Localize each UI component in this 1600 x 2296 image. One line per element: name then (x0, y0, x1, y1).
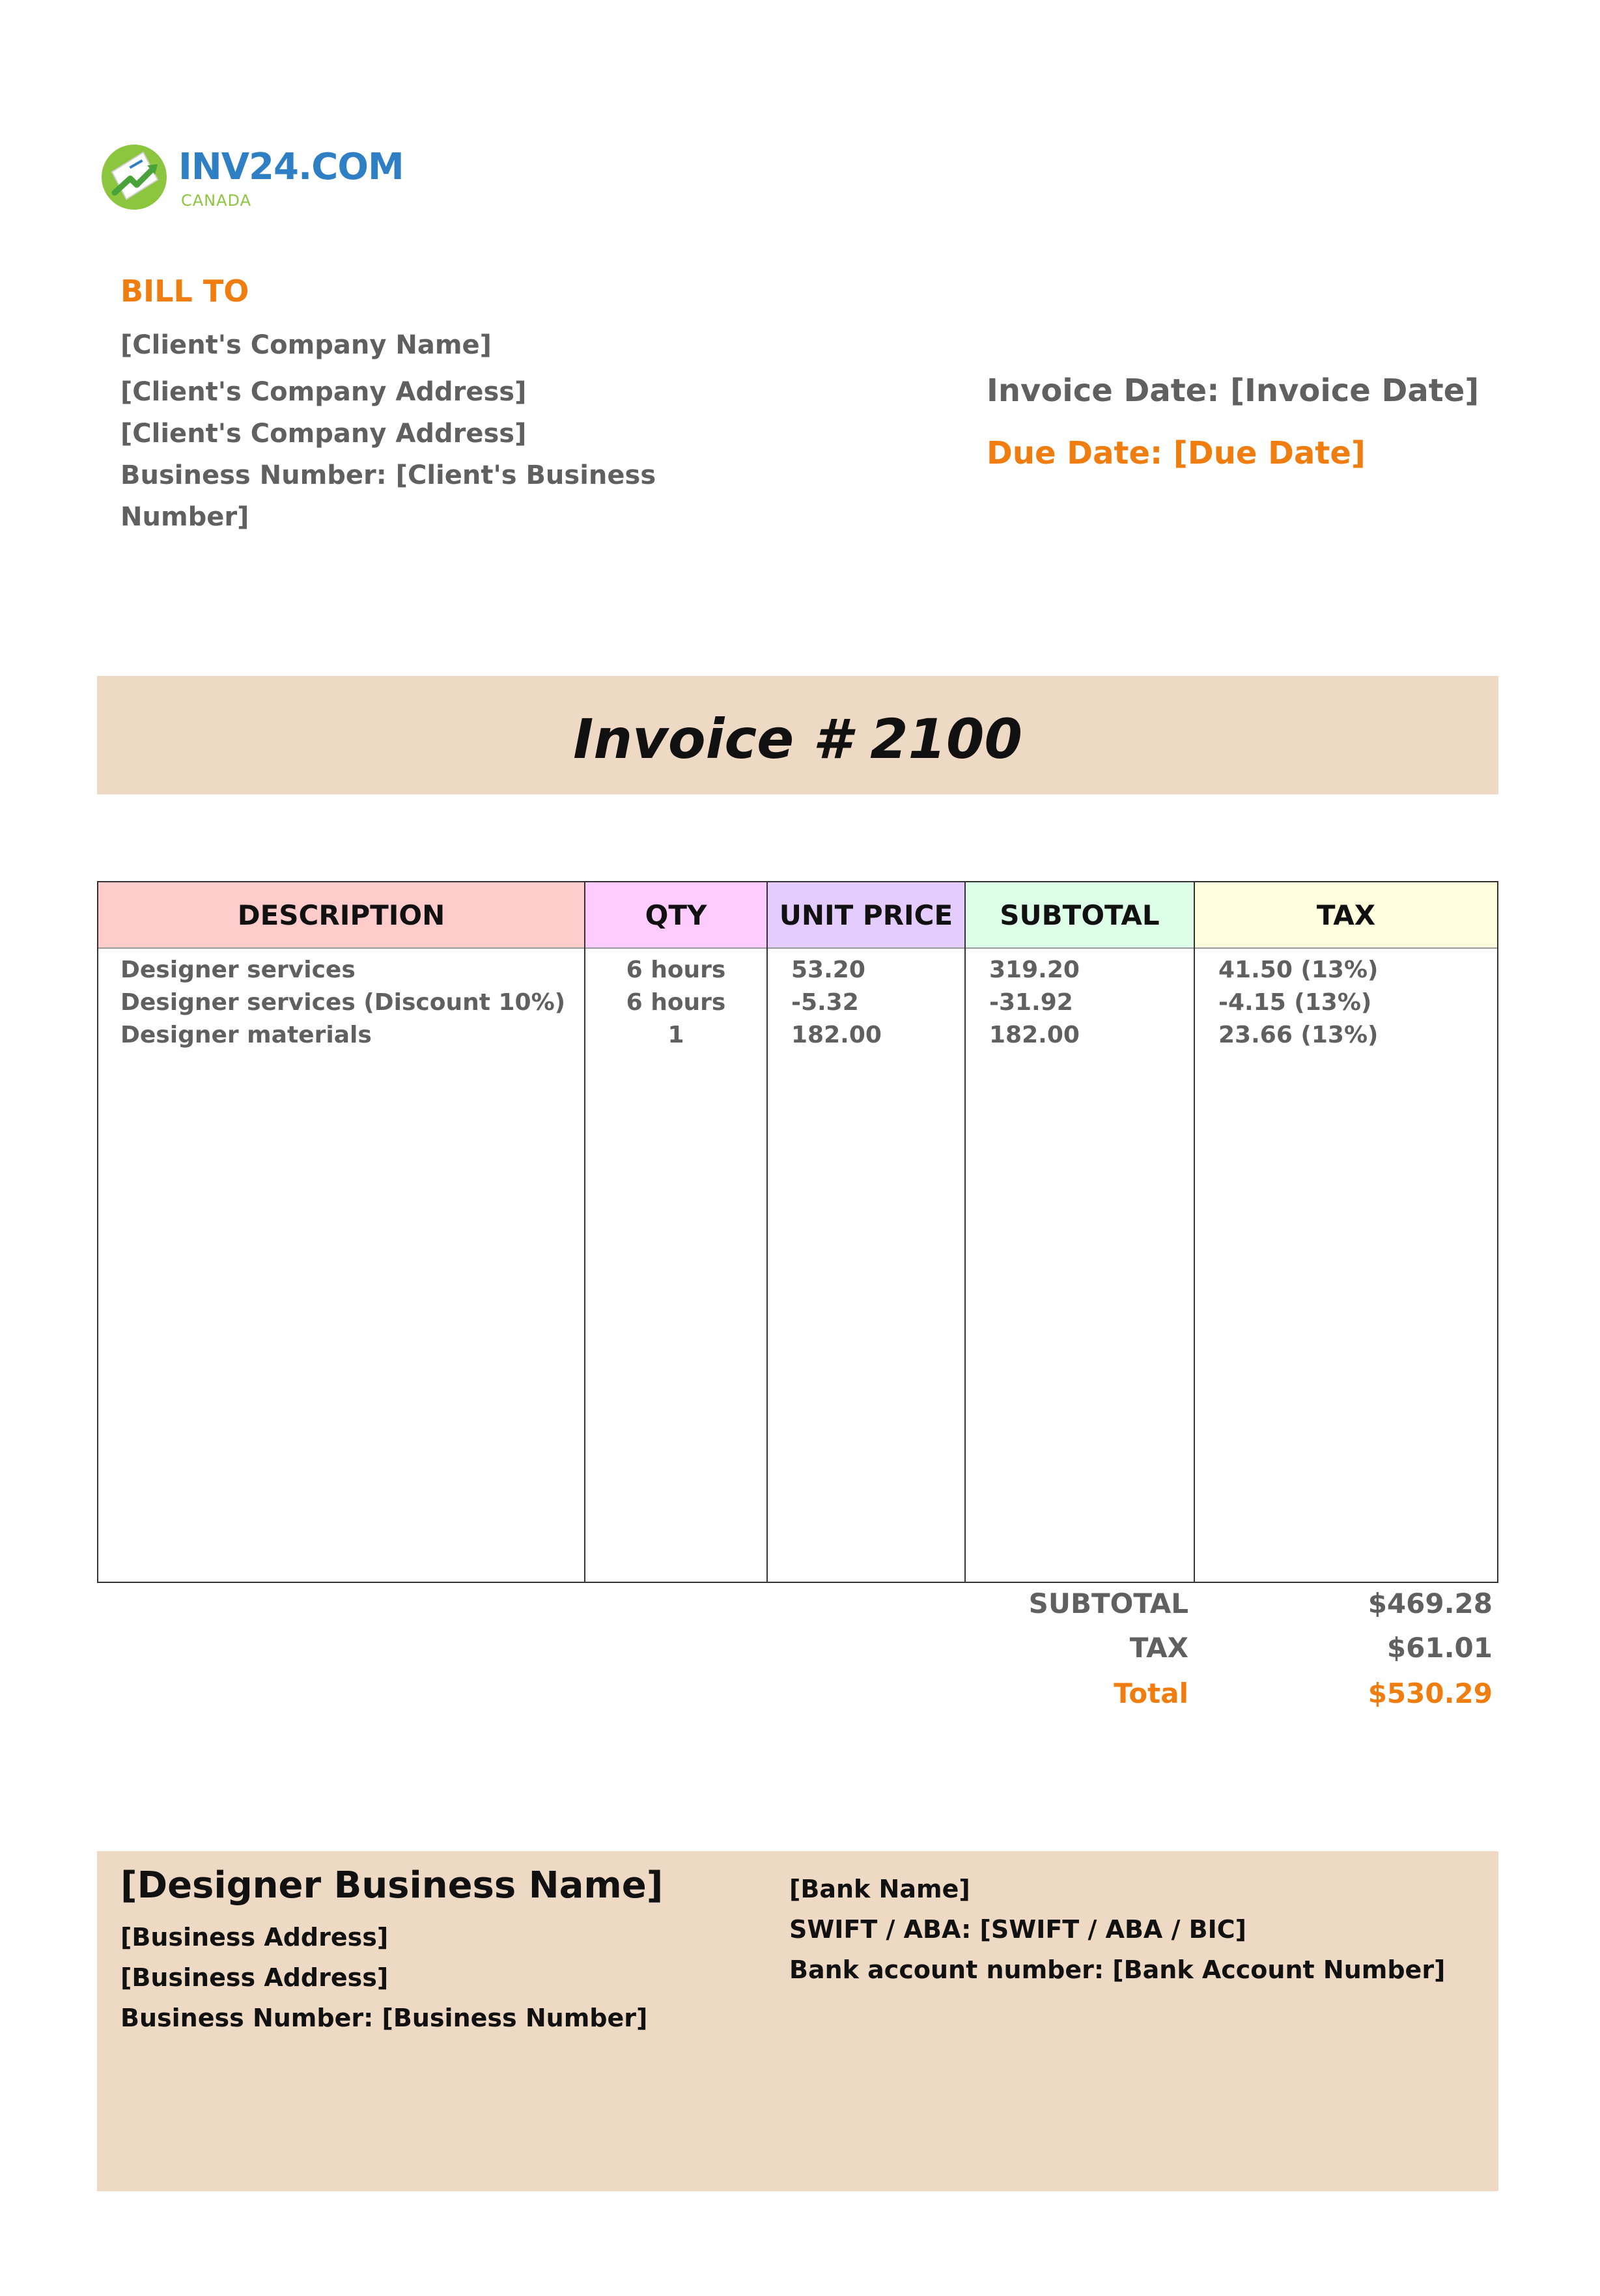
logo-brand: INV24.COM (178, 146, 404, 188)
bill-to-heading: BILL TO (120, 273, 249, 309)
business-number: Business Number: [Business Number] (120, 2004, 648, 2032)
row-2-description: Designer services (Discount 10%) (120, 989, 566, 1016)
column-unit-price (768, 882, 966, 1582)
bank-name: [Bank Name] (789, 1875, 970, 1903)
invoice-logo-icon (98, 139, 171, 212)
header-qty: QTY (585, 882, 766, 949)
tax-value: $61.01 (1386, 1632, 1493, 1664)
row-1-tax: 41.50 (13%) (1218, 957, 1379, 983)
column-description (98, 882, 585, 1582)
row-2-unit-price: -5.32 (791, 989, 859, 1016)
column-subtotal (966, 882, 1195, 1582)
invoice-title-band (97, 676, 1498, 794)
row-1-qty: 6 hours (626, 957, 726, 983)
column-qty (585, 882, 768, 1582)
client-business-number-cont: Number] (120, 502, 249, 532)
business-address-2: [Business Address] (120, 1963, 389, 1992)
due-date: Due Date: [Due Date] (987, 435, 1366, 471)
logo-country: CANADA (181, 191, 252, 210)
designer-business-name: [Designer Business Name] (120, 1864, 664, 1907)
client-address-2: [Client's Company Address] (120, 419, 527, 449)
items-table (97, 881, 1498, 1583)
row-2-tax: -4.15 (13%) (1218, 989, 1372, 1016)
invoice-date: Invoice Date: [Invoice Date] (987, 372, 1480, 409)
header-unit-price: UNIT PRICE (768, 882, 964, 949)
row-2-qty: 6 hours (626, 989, 726, 1016)
bank-account-number: Bank account number: [Bank Account Number] (789, 1955, 1446, 1984)
row-3-unit-price: 182.00 (791, 1022, 882, 1048)
total-label: Total (1114, 1677, 1188, 1709)
client-business-number: Business Number: [Client's Business (120, 460, 656, 490)
row-3-tax: 23.66 (13%) (1218, 1022, 1379, 1048)
column-tax (1195, 882, 1497, 1582)
invoice-title: Invoice # 2100 (573, 707, 1022, 771)
header-description: DESCRIPTION (98, 882, 584, 949)
row-1-description: Designer services (120, 957, 356, 983)
row-1-subtotal: 319.20 (989, 957, 1080, 983)
header-tax: TAX (1195, 882, 1497, 949)
row-3-qty: 1 (667, 1022, 684, 1048)
business-address-1: [Business Address] (120, 1923, 389, 1952)
header-subtotal: SUBTOTAL (966, 882, 1194, 949)
row-3-subtotal: 182.00 (989, 1022, 1080, 1048)
bill-to-block (120, 324, 707, 538)
bank-swift: SWIFT / ABA: [SWIFT / ABA / BIC] (789, 1915, 1247, 1944)
row-2-subtotal: -31.92 (989, 989, 1073, 1016)
client-address-1: [Client's Company Address] (120, 377, 527, 407)
seller-footer (97, 1851, 1498, 2191)
company-logo (98, 137, 404, 215)
row-1-unit-price: 53.20 (791, 957, 865, 983)
total-value: $530.29 (1368, 1677, 1493, 1709)
subtotal-label: SUBTOTAL (1028, 1588, 1188, 1619)
tax-label: TAX (1129, 1632, 1188, 1664)
row-3-description: Designer materials (120, 1022, 372, 1048)
subtotal-value: $469.28 (1368, 1588, 1493, 1619)
client-company-name: [Client's Company Name] (120, 330, 492, 360)
